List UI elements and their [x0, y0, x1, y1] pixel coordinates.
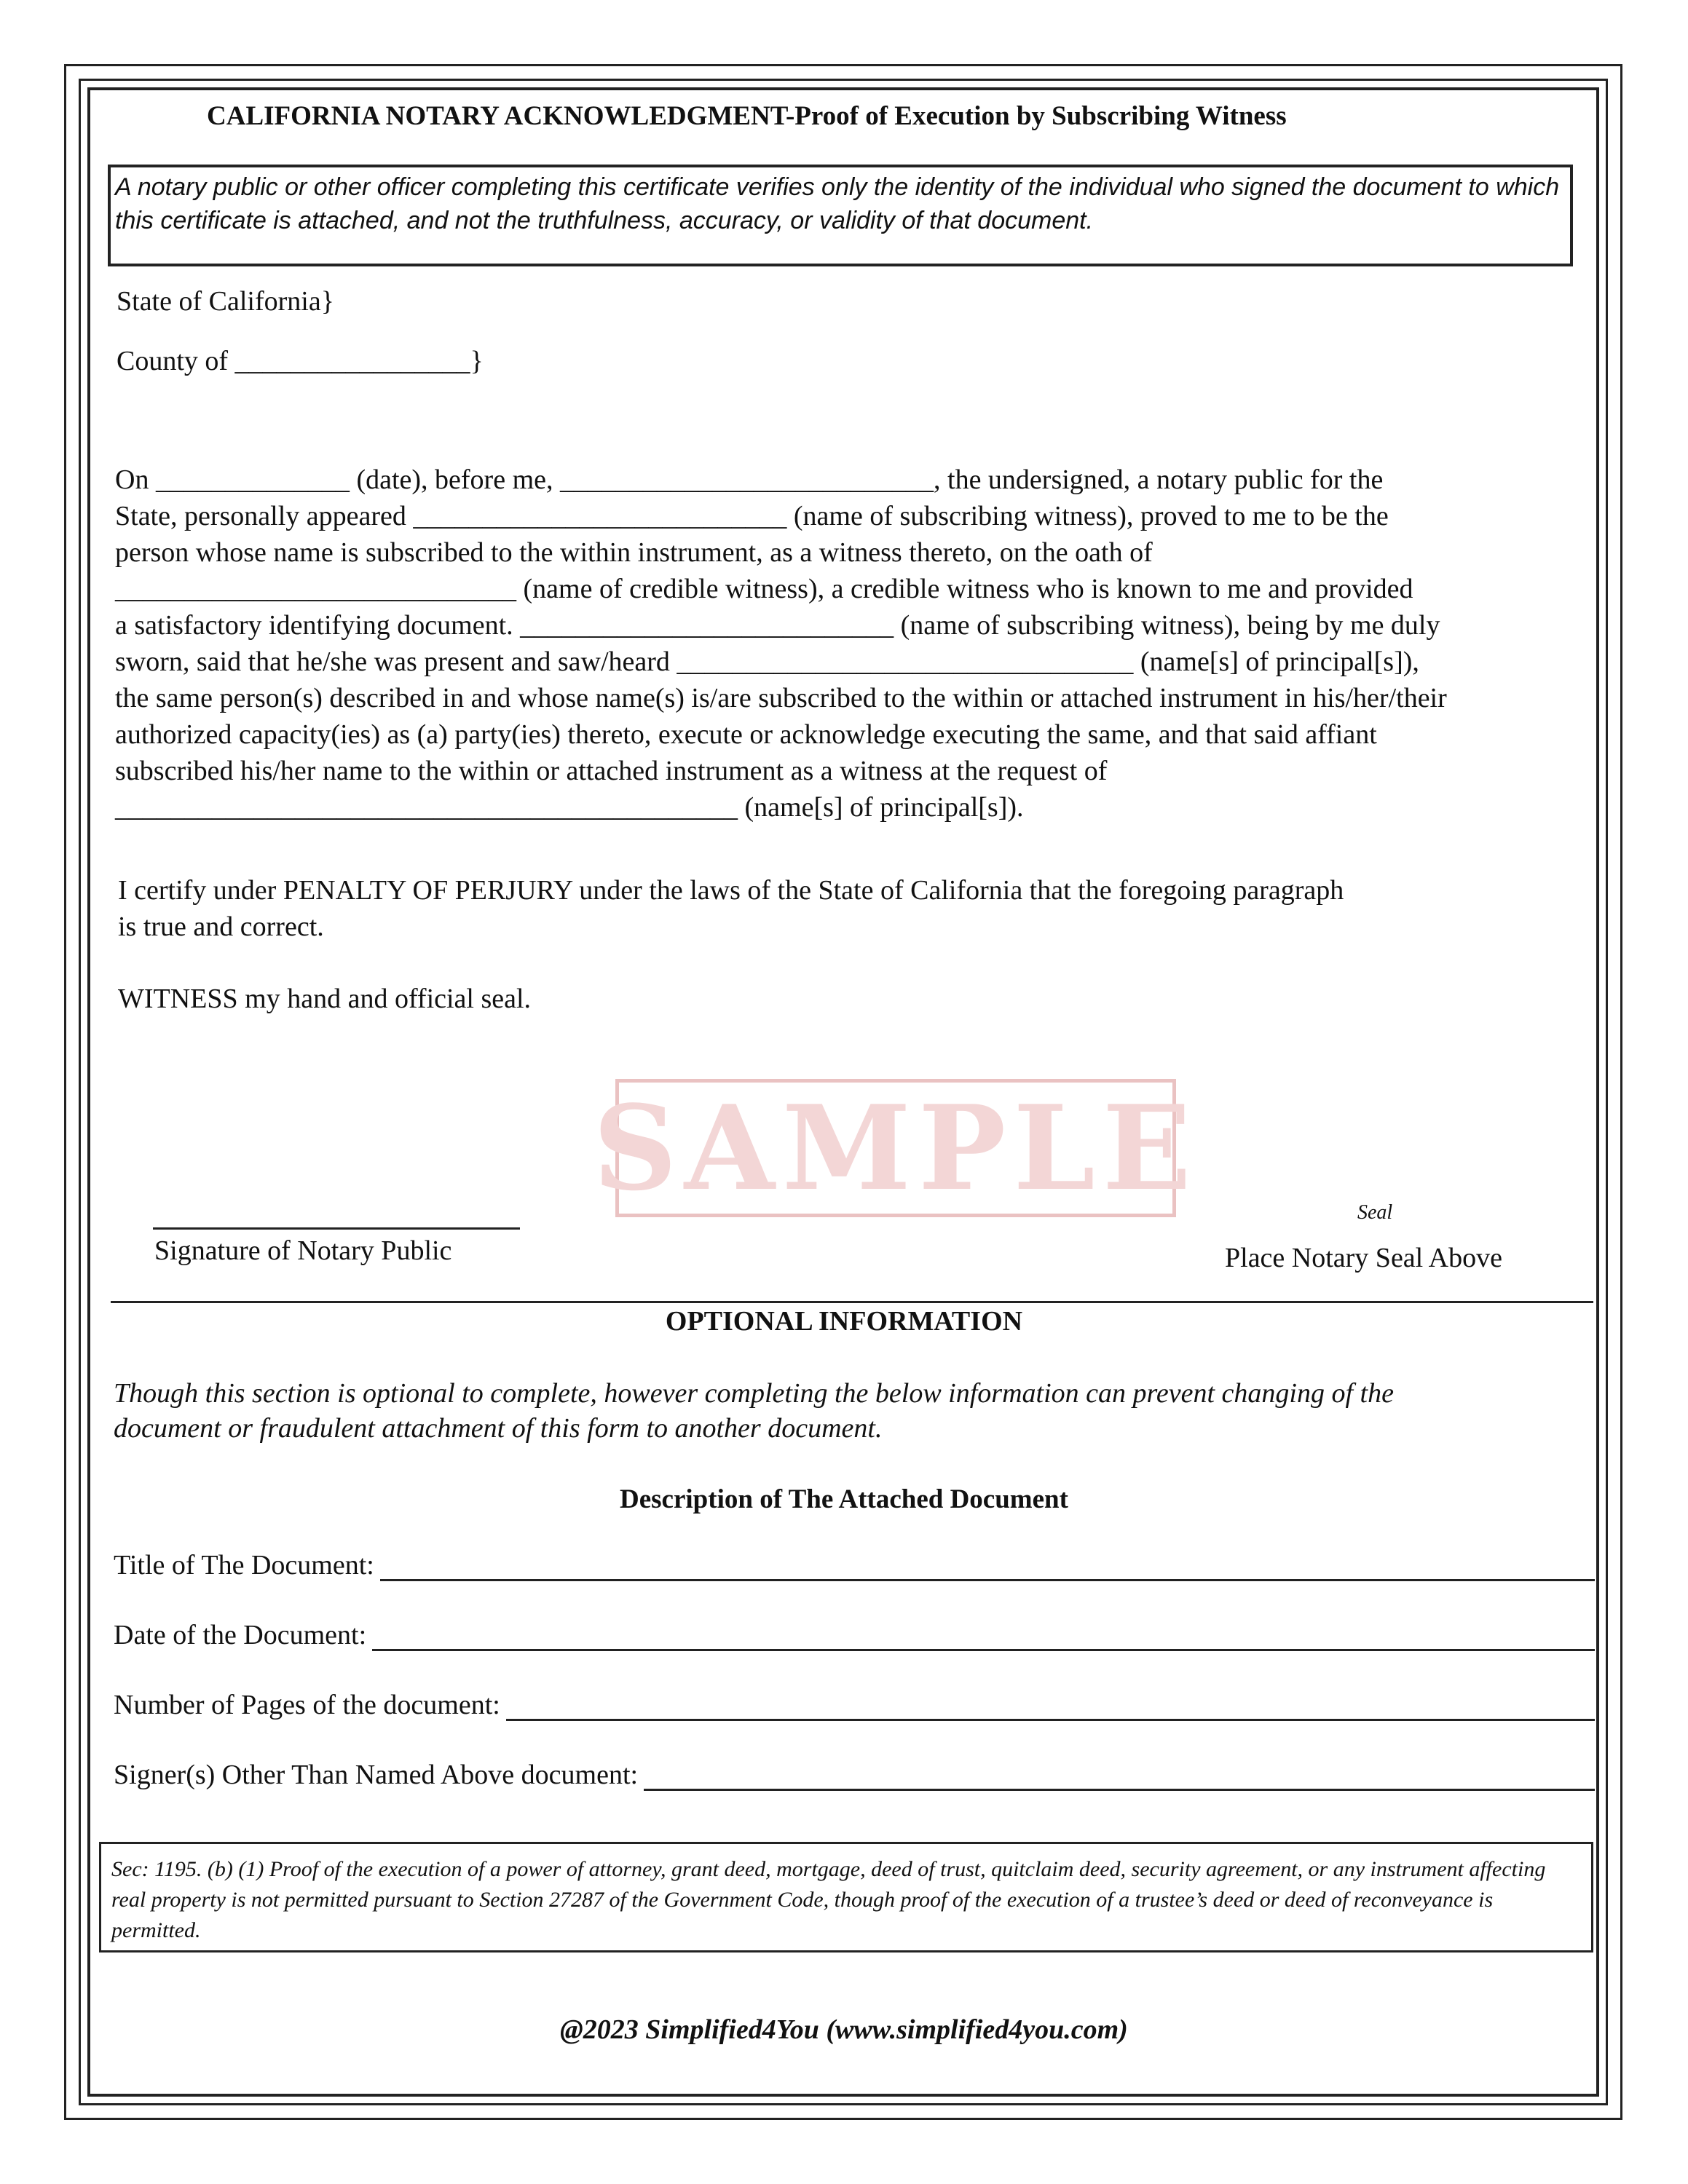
- section-divider: [111, 1301, 1593, 1303]
- paragraph-line: person whose name is subscribed to the within instrument, as a witness thereto, on the oath of: [115, 537, 1153, 568]
- statute-text: Sec: 1195. (b) (1) Proof of the execution of a power of attorney, grant deed, mortgage, deed of trust, quitclaim deed, security agreement, or any instrument affecting real property is not permitted pursuant to Section 27287 of the Government Code, though proof of the execution of a trustee’s deed or deed of reconveyance is permitted.: [111, 1857, 1546, 1942]
- optional-info-note: [114, 1376, 1394, 1446]
- document-date-label: Date of the Document:: [114, 1620, 367, 1650]
- other-signers-input[interactable]: [644, 1762, 1595, 1791]
- paragraph-line[interactable]: On ______________ (date), before me, ___________________________, the undersigned, a notary public for the: [115, 464, 1384, 495]
- paragraph-line[interactable]: _____________________________________________ (name[s] of principal[s]).: [115, 792, 1024, 823]
- acknowledgment-paragraph: [115, 462, 1447, 826]
- document-title-label: Title of The Document:: [114, 1550, 374, 1580]
- form-title: CALIFORNIA NOTARY ACKNOWLEDGMENT-Proof of Execution by Subscribing Witness: [207, 101, 1287, 131]
- copyright-footer: @2023 Simplified4You (www.simplified4you.com): [560, 2014, 1128, 2045]
- paragraph-line[interactable]: _____________________________ (name of credible witness), a credible witness who is known to me and provided: [115, 574, 1413, 604]
- venue-county[interactable]: County of _________________}: [117, 346, 484, 376]
- document-date-field: [114, 1616, 1595, 1651]
- note-line: document or fraudulent attachment of this form to another document.: [114, 1413, 883, 1444]
- disclaimer-box: [108, 165, 1573, 266]
- paragraph-line: the same person(s) described in and whose name(s) is/are subscribed to the within or attached instrument in his/her/their: [115, 683, 1447, 713]
- seal-caption: Seal: [1357, 1201, 1393, 1224]
- paragraph-line: subscribed his/her name to the within or attached instrument as a witness at the request of: [115, 756, 1108, 786]
- document-title-input[interactable]: [380, 1553, 1595, 1581]
- notary-signature-label: Signature of Notary Public: [154, 1235, 452, 1266]
- optional-info-heading: OPTIONAL INFORMATION: [665, 1306, 1023, 1337]
- certify-line: I certify under PENALTY OF PERJURY under the laws of the State of California that the foregoing paragraph: [118, 875, 1344, 906]
- disclaimer-text: A notary public or other officer completing this certificate verifies only the identity of the individual who signed the document to which this certificate is attached, and not the truthfulness, accuracy, or validity of that document.: [115, 173, 1560, 234]
- notary-signature-line[interactable]: [153, 1227, 520, 1230]
- page-count-field: [114, 1686, 1595, 1721]
- page-count-input[interactable]: [506, 1693, 1595, 1721]
- witness-statement: WITNESS my hand and official seal.: [118, 984, 532, 1014]
- paragraph-line[interactable]: State, personally appeared ___________________________ (name of subscribing witness), proved to me to be the: [115, 501, 1389, 531]
- paragraph-line[interactable]: sworn, said that he/she was present and saw/heard _________________________________ (name[s] of principal[s]),: [115, 646, 1419, 677]
- paragraph-line: authorized capacity(ies) as (a) party(ies) thereto, execute or acknowledge executing the same, and that said affiant: [115, 719, 1377, 750]
- document-date-input[interactable]: [372, 1623, 1595, 1651]
- certify-line: is true and correct.: [118, 911, 324, 942]
- note-line: Though this section is optional to complete, however completing the below information can prevent changing of the: [114, 1378, 1394, 1409]
- seal-placement-label: Place Notary Seal Above: [1225, 1243, 1502, 1273]
- venue-state: State of California}: [117, 286, 334, 317]
- document-title-field: [114, 1546, 1595, 1581]
- other-signers-label: Signer(s) Other Than Named Above document:: [114, 1760, 639, 1790]
- perjury-certification: [118, 872, 1344, 945]
- sample-watermark: [593, 1079, 1199, 1217]
- other-signers-field: [114, 1756, 1595, 1791]
- statute-box: [99, 1842, 1593, 1952]
- paragraph-line[interactable]: a satisfactory identifying document. ___________________________ (name of subscribing witness), being by me duly: [115, 610, 1440, 641]
- description-heading: Description of The Attached Document: [620, 1484, 1068, 1514]
- watermark-text: SAMPLE: [593, 1080, 1199, 1216]
- page-count-label: Number of Pages of the document:: [114, 1690, 500, 1720]
